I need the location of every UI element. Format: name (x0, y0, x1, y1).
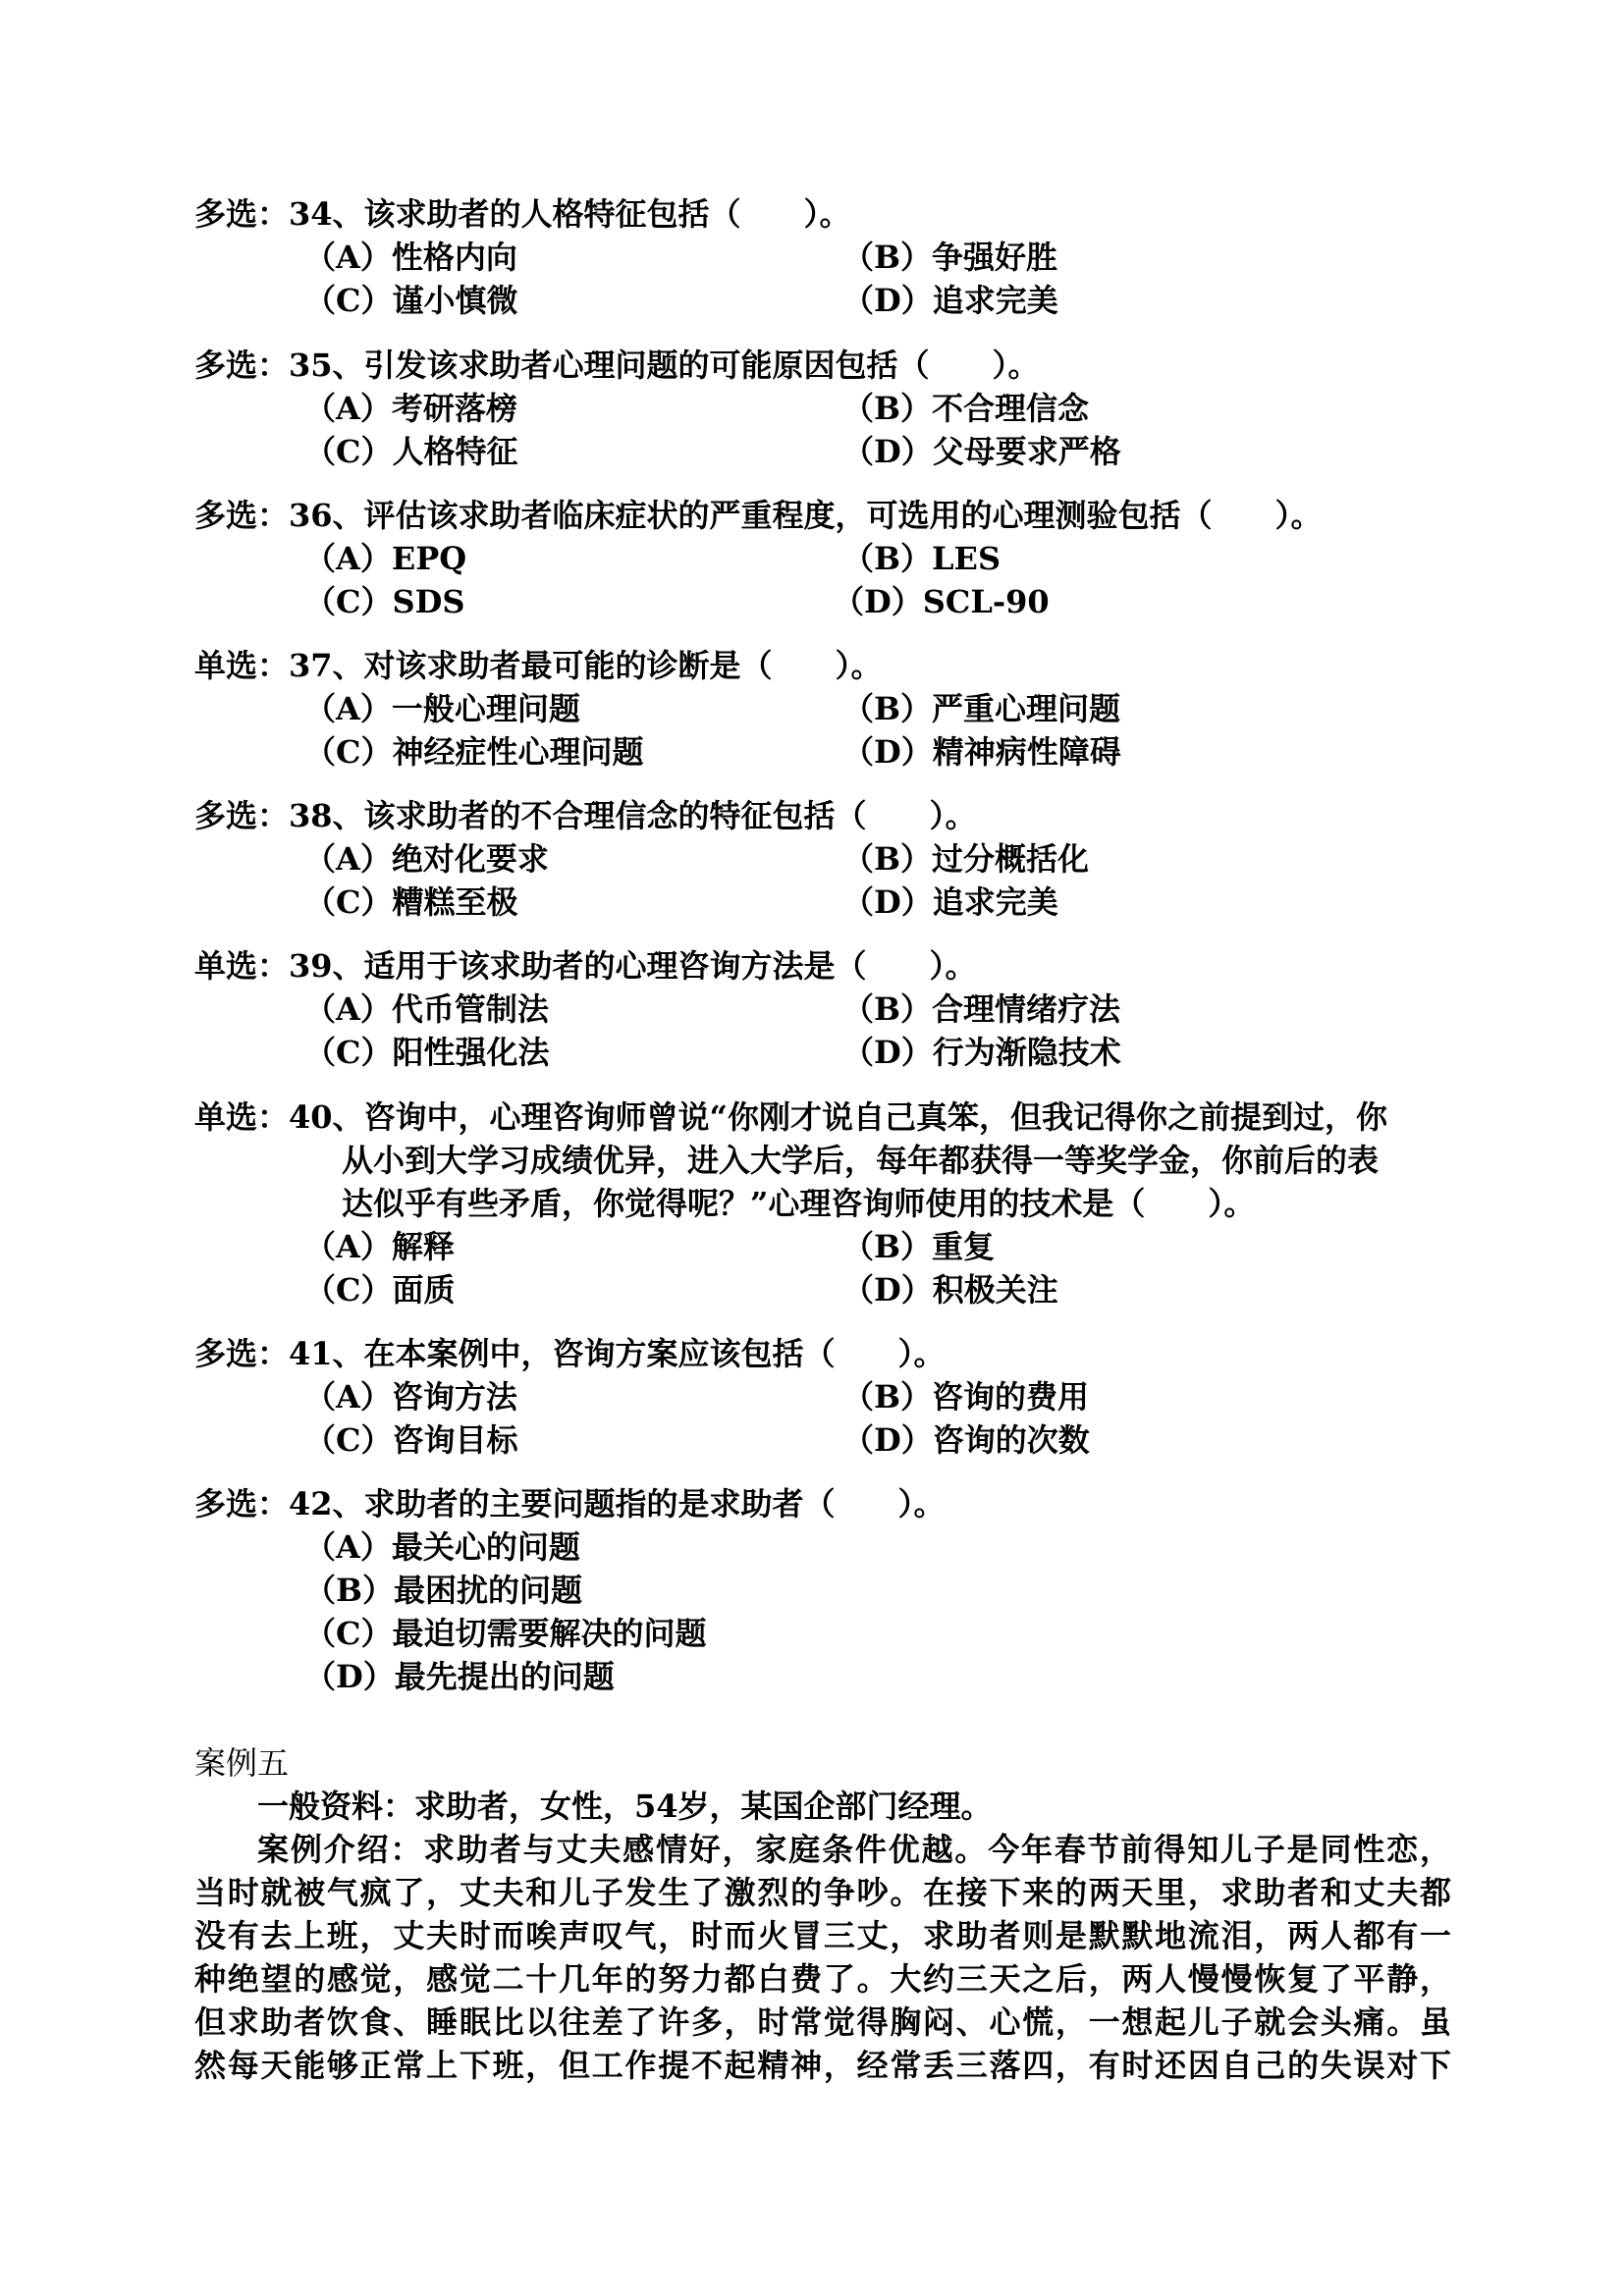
question-type: 多选： (194, 1335, 290, 1372)
question-text: 、评估该求助者临床症状的严重程度，可选用的心理测验包括（ ）。 (332, 497, 1323, 534)
question-42 (194, 1482, 1451, 1698)
option-b: （B）最困扰的问题 (304, 1572, 583, 1609)
option-c: （C）神经症性心理问题 (304, 733, 644, 771)
case-intro-line: 种绝望的感觉，感觉二十几年的努力都白费了。大约三天之后，两人慢慢恢复了平静， (194, 1960, 1451, 1998)
question-39 (194, 944, 1451, 1074)
question-number: 42 (289, 1485, 333, 1522)
question-41 (194, 1332, 1451, 1462)
option-a: （A）性格内向 (304, 239, 517, 276)
question-stem (194, 644, 1451, 687)
option-b: （B）不合理信念 (842, 390, 1090, 427)
option-a: （A）咨询方法 (304, 1378, 517, 1415)
question-stem (194, 1095, 1451, 1225)
question-text-line: 、咨询中，心理咨询师曾说“你刚才说自己真笨，但我记得你之前提到过，你 (332, 1098, 1387, 1136)
options (194, 236, 1451, 322)
option-b: （B）LES (842, 540, 1001, 577)
question-stem (194, 494, 1451, 537)
option-b: （B）咨询的费用 (842, 1378, 1090, 1415)
option-c: （C）谨小慎微 (304, 282, 518, 319)
option-a: （A）代币管制法 (304, 990, 549, 1028)
option-d: （D）精神病性障碍 (842, 733, 1121, 771)
options (194, 687, 1451, 774)
question-number: 37 (289, 647, 333, 684)
option-a: （A）绝对化要求 (304, 840, 549, 878)
option-c: （C）人格特征 (304, 433, 518, 470)
question-type: 单选： (194, 647, 290, 684)
question-stem (194, 1482, 1451, 1525)
case-section (194, 1741, 1451, 2087)
case-intro-line: 但求助者饮食、睡眠比以往差了许多，时常觉得胸闷、心慌，一想起儿子就会头痛。虽 (194, 2003, 1451, 2041)
question-type: 单选： (194, 947, 290, 985)
question-text: 、求助者的主要问题指的是求助者（ ）。 (332, 1485, 946, 1522)
question-type: 多选： (194, 497, 290, 534)
question-text: 、适用于该求助者的心理咨询方法是（ ）。 (332, 947, 977, 985)
question-40 (194, 1095, 1451, 1311)
question-stem (194, 794, 1451, 837)
option-c: （C）最迫切需要解决的问题 (304, 1615, 707, 1652)
question-type: 多选： (194, 797, 290, 834)
options (194, 387, 1451, 473)
option-a: （A）解释 (304, 1228, 455, 1265)
option-a: （A）EPQ (304, 540, 467, 577)
question-text: 、引发该求助者心理问题的可能原因包括（ ）。 (332, 347, 1040, 384)
options (194, 1375, 1451, 1462)
option-b: （B）争强好胜 (842, 239, 1058, 276)
option-b: （B）重复 (842, 1228, 996, 1265)
question-text-line: 达似乎有些矛盾，你觉得呢？”心理咨询师使用的技术是（ ）。 (342, 1185, 1256, 1222)
question-stem (194, 944, 1451, 988)
option-c: （C）SDS (304, 583, 465, 620)
question-37 (194, 644, 1451, 774)
option-d: （D）行为渐隐技术 (842, 1034, 1121, 1071)
case-title: 案例五 (194, 1744, 290, 1782)
option-a: （A）一般心理问题 (304, 690, 580, 727)
options (194, 1225, 1451, 1311)
question-stem (194, 192, 1451, 236)
question-number: 40 (289, 1098, 333, 1136)
option-a: （A）考研落榜 (304, 390, 517, 427)
question-text: 、该求助者的人格特征包括（ ）。 (332, 195, 851, 233)
question-text: 、该求助者的不合理信念的特征包括（ ）。 (332, 797, 977, 834)
option-d: （D）咨询的次数 (842, 1421, 1090, 1459)
option-d: （D）最先提出的问题 (304, 1658, 615, 1695)
question-38 (194, 794, 1451, 924)
question-type: 多选： (194, 347, 290, 384)
option-c: （C）糟糕至极 (304, 883, 518, 921)
option-b: （B）合理情绪疗法 (842, 990, 1121, 1028)
option-a: （A）最关心的问题 (304, 1528, 580, 1566)
question-35 (194, 344, 1451, 473)
option-d: （D）追求完美 (842, 883, 1058, 921)
question-number: 38 (289, 797, 333, 834)
options (194, 537, 1451, 623)
options (194, 1525, 1451, 1698)
option-c: （C）面质 (304, 1271, 456, 1308)
case-intro-line: 案例介绍：求助者与丈夫感情好，家庭条件优越。今年春节前得知儿子是同性恋， (257, 1831, 1451, 1868)
option-d: （D）父母要求严格 (842, 433, 1121, 470)
question-text-line: 从小到大学习成绩优异，进入大学后，每年都获得一等奖学金，你前后的表 (342, 1142, 1380, 1179)
question-text: 、在本案例中，咨询方案应该包括（ ）。 (332, 1335, 946, 1372)
option-d: （D）SCL-90 (833, 583, 1050, 620)
question-number: 39 (289, 947, 333, 985)
question-number: 34 (289, 195, 333, 233)
question-number: 41 (289, 1335, 333, 1372)
question-number: 35 (289, 347, 333, 384)
option-c: （C）阳性强化法 (304, 1034, 550, 1071)
question-type: 单选： (194, 1098, 290, 1136)
option-b: （B）严重心理问题 (842, 690, 1121, 727)
option-c: （C）咨询目标 (304, 1421, 518, 1459)
question-34 (194, 192, 1451, 322)
question-stem (194, 344, 1451, 387)
option-b: （B）过分概括化 (842, 840, 1090, 878)
case-intro-line: 然每天能够正常上下班，但工作提不起精神，经常丢三落四，有时还因自己的失误对下 (194, 2047, 1451, 2084)
options (194, 837, 1451, 924)
question-number: 36 (289, 497, 333, 534)
case-general-info: 一般资料：求助者，女性，54岁，某国企部门经理。 (257, 1788, 993, 1825)
option-d: （D）追求完美 (842, 282, 1058, 319)
question-text: 、对该求助者最可能的诊断是（ ）。 (332, 647, 883, 684)
question-36 (194, 494, 1451, 623)
option-d: （D）积极关注 (842, 1271, 1058, 1308)
case-intro-line: 当时就被气疯了，丈夫和儿子发生了激烈的争吵。在接下来的两天里，求助者和丈夫都 (194, 1874, 1451, 1911)
question-type: 多选： (194, 195, 290, 233)
case-intro-line: 没有去上班，丈夫时而唉声叹气，时而火冒三丈，求助者则是默默地流泪，两人都有一 (194, 1917, 1451, 1954)
options (194, 988, 1451, 1074)
case-intro (194, 1828, 1451, 2087)
question-type: 多选： (194, 1485, 290, 1522)
question-stem (194, 1332, 1451, 1375)
